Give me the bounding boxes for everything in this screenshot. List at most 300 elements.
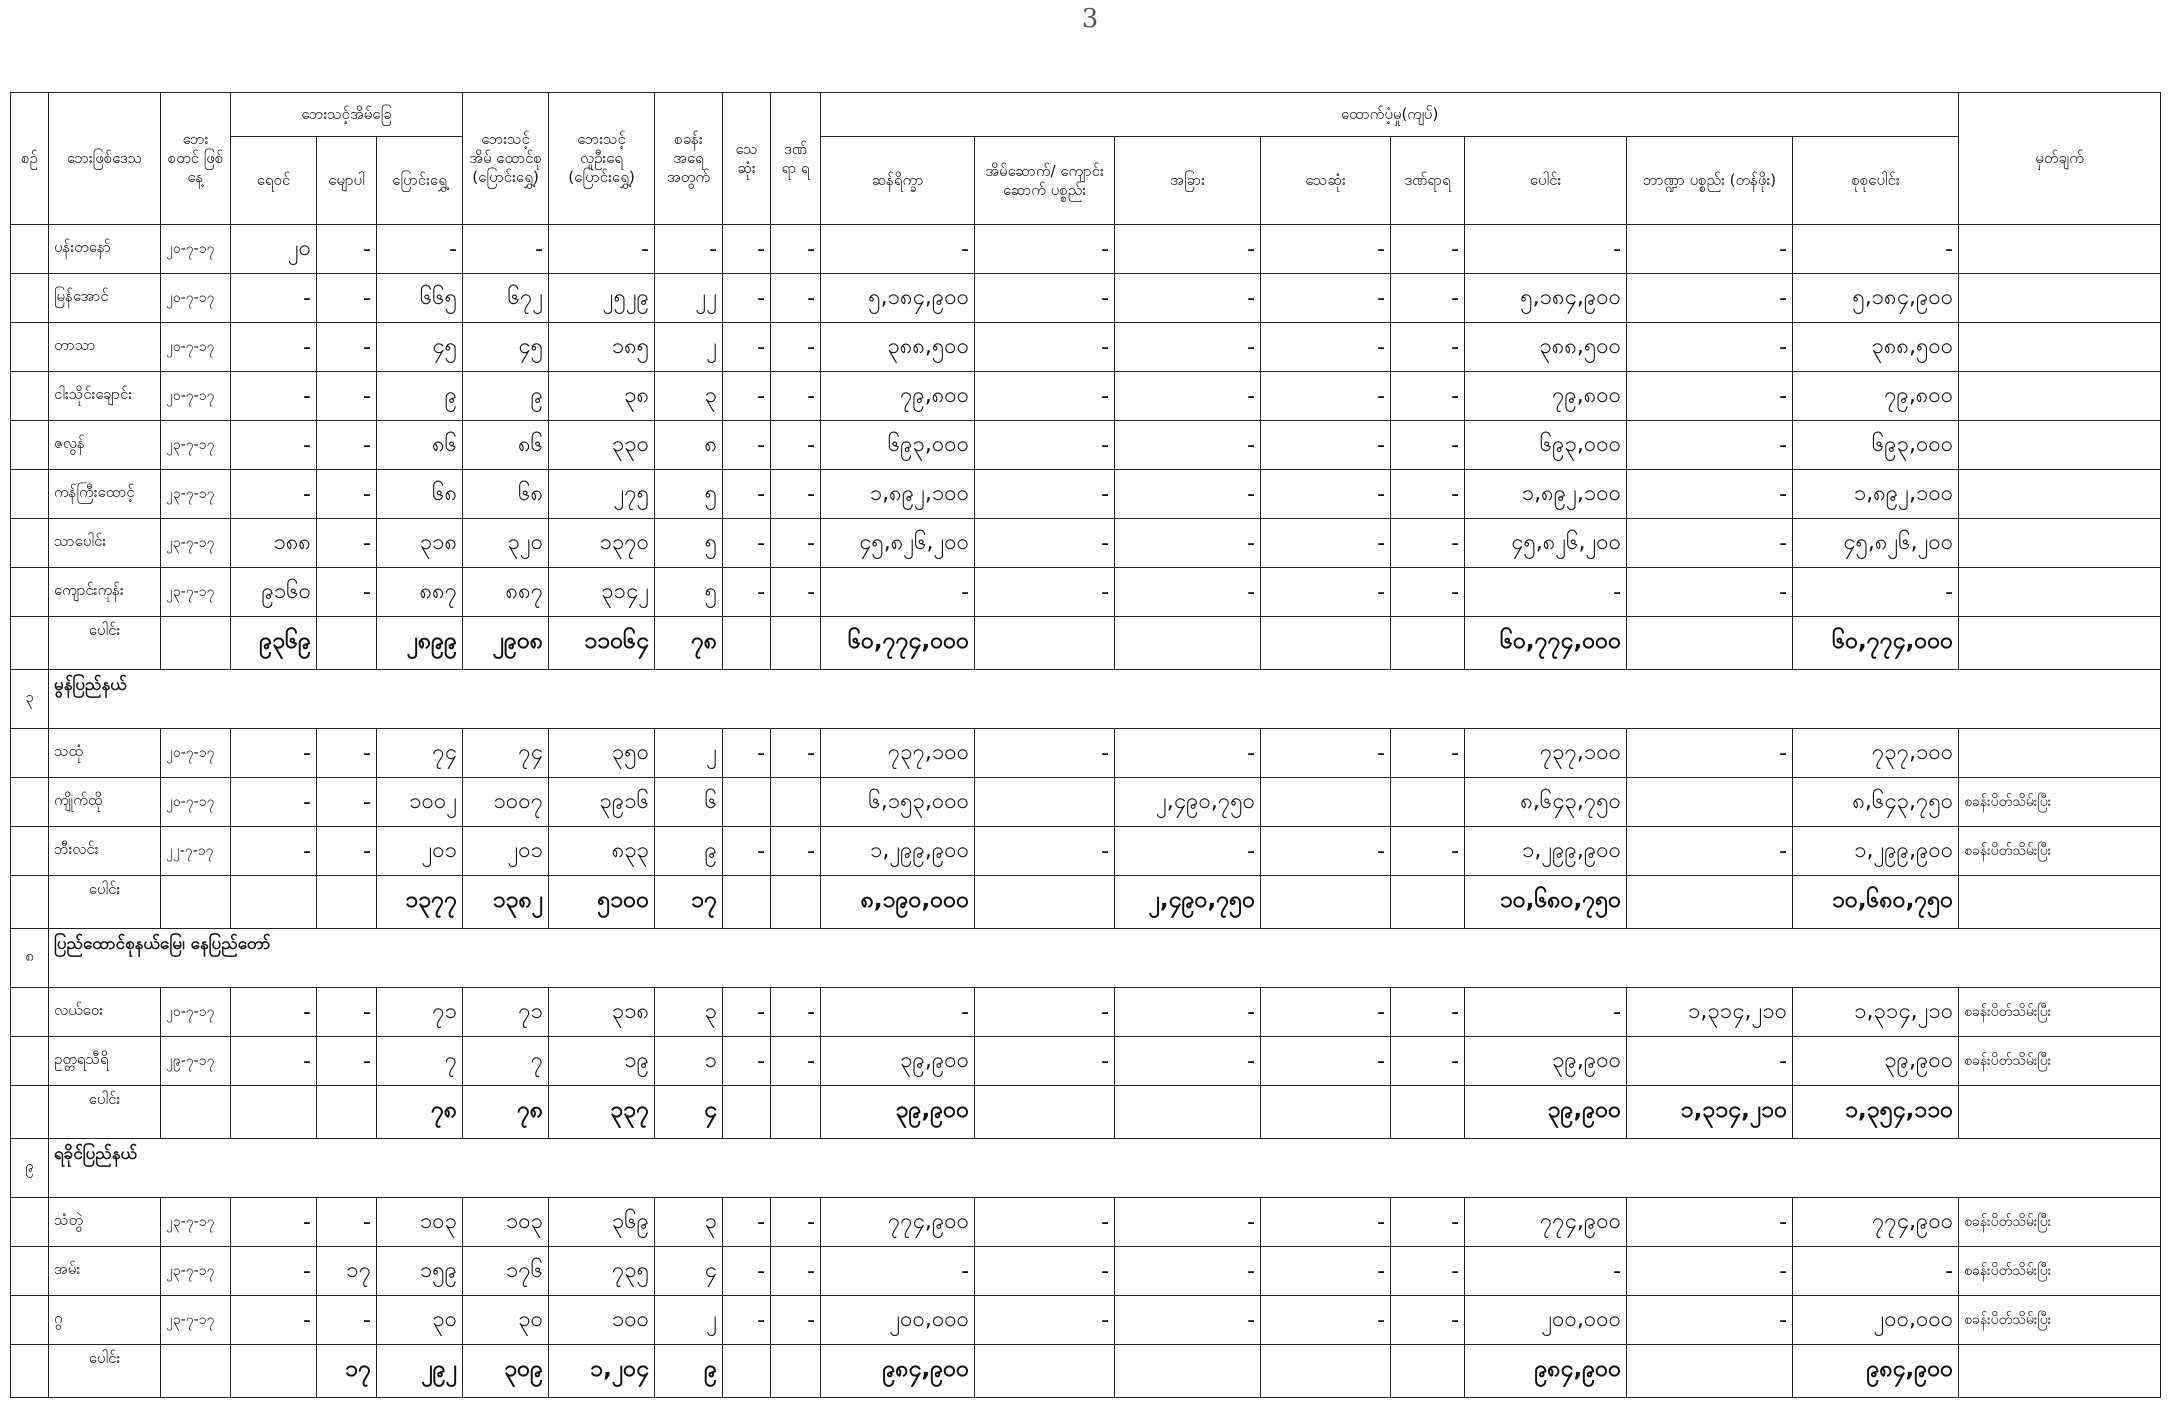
wind-cell: -: [317, 323, 377, 372]
households-cell: ၇၁: [463, 988, 549, 1037]
goods-cell: ၁,၃၁၄,၂၁၀: [1627, 988, 1793, 1037]
wind-cell: -: [317, 372, 377, 421]
subtotal-moved-cell: ၁၃၇၇: [377, 876, 463, 929]
remark-cell: [1959, 225, 2161, 274]
dead-cell: -: [723, 421, 771, 470]
total-cell: -: [1465, 1247, 1627, 1296]
households-cell: ၃၂၀: [463, 519, 549, 568]
rice-cell: -: [821, 1247, 975, 1296]
aid_dead-cell: -: [1261, 421, 1391, 470]
people-cell: ၃၃၀: [549, 421, 655, 470]
grand-cell: ၃၈၈,၅၀၀: [1793, 323, 1959, 372]
remark-cell: စခန်းပိတ်သိမ်းပြီး: [1959, 1198, 2161, 1247]
camps-cell: ၅: [655, 568, 723, 617]
header-flooded: ရေဝင်: [231, 137, 317, 225]
total-cell: ၂၀၀,၀၀၀: [1465, 1296, 1627, 1345]
aid_inj-cell: -: [1391, 1247, 1465, 1296]
grand-cell: ၇၉,၈၀၀: [1793, 372, 1959, 421]
row-number-cell: [11, 1247, 49, 1296]
remark-cell: [1959, 519, 2161, 568]
missing-cell: -: [771, 568, 821, 617]
subtotal-dead-cell: [723, 1345, 771, 1398]
header-sr: စဉ်: [11, 93, 49, 225]
other-cell: -: [1115, 274, 1261, 323]
region-row: [11, 1139, 2161, 1198]
header-grand-total: စုစုပေါင်း: [1793, 137, 1959, 225]
date-cell: ၂၀-၇-၁၇: [161, 274, 231, 323]
header-aid-group: ထောက်ပံ့မှု(ကျပ်): [821, 93, 1959, 137]
households-cell: ၁၇၆: [463, 1247, 549, 1296]
other-cell: -: [1115, 372, 1261, 421]
table-row: [11, 568, 2161, 617]
goods-cell: -: [1627, 827, 1793, 876]
remark-cell: [1959, 372, 2161, 421]
subtotal-households-cell: ၃၀၉: [463, 1345, 549, 1398]
aid_inj-cell: -: [1391, 988, 1465, 1037]
dead-cell: -: [723, 1247, 771, 1296]
camps-cell: ၉: [655, 827, 723, 876]
grand-cell: ၁,၈၉၂,၁၀၀: [1793, 470, 1959, 519]
fire-cell: -: [231, 827, 317, 876]
table-row: [11, 519, 2161, 568]
camps-cell: ၄: [655, 1247, 723, 1296]
subtotal-camps-cell: ၄: [655, 1086, 723, 1139]
subtotal-house-cell: [975, 1345, 1115, 1398]
grand-cell: ၇၃၇,၁၀၀: [1793, 729, 1959, 778]
subtotal-aid_inj-cell: [1391, 1086, 1465, 1139]
fire-cell: -: [231, 729, 317, 778]
subtotal-missing-cell: [771, 876, 821, 929]
other-cell: -: [1115, 1296, 1261, 1345]
rice-cell: ၇၉,၈၀၀: [821, 372, 975, 421]
goods-cell: -: [1627, 274, 1793, 323]
row-number-cell: [11, 778, 49, 827]
subtotal-total-cell: ၃၉,၉၀၀: [1465, 1086, 1627, 1139]
dead-cell: [723, 778, 771, 827]
date-cell: [161, 1086, 231, 1139]
area-cell: လယ်ဝေး: [49, 988, 161, 1037]
grand-cell: -: [1793, 225, 1959, 274]
subtotal-row: [11, 617, 2161, 670]
camps-cell: ၈: [655, 421, 723, 470]
subtotal-households-cell: ၁၃၈၂: [463, 876, 549, 929]
table-row: [11, 827, 2161, 876]
row-number-cell: [11, 1086, 49, 1139]
house-cell: -: [975, 225, 1115, 274]
subtotal-wind-cell: [317, 1086, 377, 1139]
grand-cell: ၂၀၀,၀၀၀: [1793, 1296, 1959, 1345]
subtotal-people-cell: ၃၃၇: [549, 1086, 655, 1139]
wind-cell: -: [317, 1198, 377, 1247]
fire-cell: -: [231, 323, 317, 372]
rice-cell: -: [821, 988, 975, 1037]
households-cell: ၁၀၀၇: [463, 778, 549, 827]
table-row: [11, 1037, 2161, 1086]
date-cell: ၂၃-၇-၁၇: [161, 470, 231, 519]
remark-cell: [1959, 1345, 2161, 1398]
camps-cell: ၅: [655, 470, 723, 519]
subtotal-house-cell: [975, 617, 1115, 670]
wind-cell: -: [317, 519, 377, 568]
header-aid-injured: ဒဏ်ရာရ: [1391, 137, 1465, 225]
subtotal-grand-cell: ၁၀,၆၈၀,၇၅၀: [1793, 876, 1959, 929]
date-cell: ၂၀-၇-၁၇: [161, 729, 231, 778]
dead-cell: -: [723, 1037, 771, 1086]
row-number-cell: [11, 274, 49, 323]
rice-cell: -: [821, 225, 975, 274]
subtotal-wind-cell: ၁၇: [317, 1345, 377, 1398]
row-number-cell: [11, 372, 49, 421]
dead-cell: -: [723, 372, 771, 421]
date-cell: ၂၀-၇-၁၇: [161, 225, 231, 274]
aid_dead-cell: -: [1261, 1198, 1391, 1247]
remark-cell: [1959, 1086, 2161, 1139]
grand-cell: ၃၉,၉၀၀: [1793, 1037, 1959, 1086]
row-number-cell: [11, 988, 49, 1037]
row-number-cell: [11, 729, 49, 778]
aid_dead-cell: -: [1261, 225, 1391, 274]
missing-cell: -: [771, 1198, 821, 1247]
section-number: ၃: [11, 670, 49, 729]
other-cell: -: [1115, 323, 1261, 372]
fire-cell: -: [231, 372, 317, 421]
camps-cell: ၆: [655, 778, 723, 827]
households-cell: -: [463, 225, 549, 274]
missing-cell: -: [771, 225, 821, 274]
dead-cell: -: [723, 1296, 771, 1345]
households-cell: ၉: [463, 372, 549, 421]
aid_dead-cell: -: [1261, 1247, 1391, 1296]
area-cell: ဂွ: [49, 1296, 161, 1345]
other-cell: -: [1115, 568, 1261, 617]
subtotal-grand-cell: ၉၈၄,၉၀၀: [1793, 1345, 1959, 1398]
other-cell: -: [1115, 421, 1261, 470]
header-residence-group: ဘေးသင့်အိမ်ခြေ: [231, 93, 463, 137]
aid_inj-cell: -: [1391, 421, 1465, 470]
moved-cell: ၈၈၇: [377, 568, 463, 617]
people-cell: ၇၃၅: [549, 1247, 655, 1296]
people-cell: ၃၆၉: [549, 1198, 655, 1247]
moved-cell: ၇၄: [377, 729, 463, 778]
date-cell: ၂၀-၇-၁၇: [161, 323, 231, 372]
region-name: ရခိုင်ပြည်နယ်: [49, 1139, 2161, 1198]
dead-cell: -: [723, 274, 771, 323]
fire-cell: ၁၈၈: [231, 519, 317, 568]
subtotal-other-cell: [1115, 617, 1261, 670]
moved-cell: ၁၀၀၂: [377, 778, 463, 827]
house-cell: -: [975, 274, 1115, 323]
date-cell: ၂၃-၇-၁၇: [161, 1296, 231, 1345]
people-cell: ၃၉၁၆: [549, 778, 655, 827]
dead-cell: -: [723, 519, 771, 568]
camps-cell: ၂: [655, 323, 723, 372]
area-cell: ပန်းတနော်: [49, 225, 161, 274]
aid_dead-cell: -: [1261, 988, 1391, 1037]
fire-cell: -: [231, 1037, 317, 1086]
dead-cell: -: [723, 568, 771, 617]
aid_dead-cell: -: [1261, 1037, 1391, 1086]
missing-cell: -: [771, 1037, 821, 1086]
grand-cell: ၆၉၃,၀၀၀: [1793, 421, 1959, 470]
area-cell: သာပေါင်း: [49, 519, 161, 568]
date-cell: [161, 617, 231, 670]
subtotal-other-cell: [1115, 1345, 1261, 1398]
subtotal-moved-cell: ၂၉၂: [377, 1345, 463, 1398]
area-cell: မြန်အောင်: [49, 274, 161, 323]
aid_inj-cell: -: [1391, 729, 1465, 778]
header-aid-goods: ဘာဏ္ဍာ ပစ္စည်း (တန်ဖိုး): [1627, 137, 1793, 225]
header-aid-total: ပေါင်း: [1465, 137, 1627, 225]
subtotal-fire-cell: ၉၃၆၉: [231, 617, 317, 670]
other-cell: -: [1115, 1198, 1261, 1247]
wind-cell: -: [317, 470, 377, 519]
subtotal-rice-cell: ၆၀,၇၇၄,၀၀၀: [821, 617, 975, 670]
fire-cell: -: [231, 1247, 317, 1296]
people-cell: ၃၈: [549, 372, 655, 421]
goods-cell: -: [1627, 568, 1793, 617]
subtotal-aid_inj-cell: [1391, 617, 1465, 670]
moved-cell: ၆၆၅: [377, 274, 463, 323]
disaster-relief-table: [10, 92, 2161, 1398]
wind-cell: -: [317, 1037, 377, 1086]
wind-cell: -: [317, 225, 377, 274]
subtotal-camps-cell: ၇၈: [655, 617, 723, 670]
remark-cell: [1959, 876, 2161, 929]
date-cell: [161, 876, 231, 929]
goods-cell: -: [1627, 1198, 1793, 1247]
table-row: [11, 225, 2161, 274]
fire-cell: -: [231, 988, 317, 1037]
aid_dead-cell: -: [1261, 827, 1391, 876]
total-cell: ၁,၂၉၉,၉၀၀: [1465, 827, 1627, 876]
rice-cell: ၁,၂၉၉,၉၀၀: [821, 827, 975, 876]
remark-cell: စခန်းပိတ်သိမ်းပြီး: [1959, 1296, 2161, 1345]
goods-cell: -: [1627, 225, 1793, 274]
aid_inj-cell: -: [1391, 827, 1465, 876]
area-cell: ငါးသိုင်းချောင်း: [49, 372, 161, 421]
camps-cell: ၃: [655, 372, 723, 421]
total-cell: -: [1465, 568, 1627, 617]
aid_inj-cell: -: [1391, 470, 1465, 519]
table-row: [11, 729, 2161, 778]
subtotal-other-cell: [1115, 1086, 1261, 1139]
subtotal-moved-cell: ၇၈: [377, 1086, 463, 1139]
remark-cell: [1959, 568, 2161, 617]
house-cell: -: [975, 1198, 1115, 1247]
date-cell: ၂၃-၇-၁၇: [161, 1198, 231, 1247]
people-cell: ၂၅၂၉: [549, 274, 655, 323]
page-number: 3: [1081, 4, 1099, 34]
aid_inj-cell: -: [1391, 1198, 1465, 1247]
households-cell: ၆၈: [463, 470, 549, 519]
moved-cell: ၇၁: [377, 988, 463, 1037]
subtotal-label: ပေါင်း: [49, 1345, 161, 1398]
dead-cell: -: [723, 827, 771, 876]
table-row: [11, 1296, 2161, 1345]
header-aid-dead: သေဆုံး: [1261, 137, 1391, 225]
remark-cell: [1959, 617, 2161, 670]
area-cell: သထုံ: [49, 729, 161, 778]
moved-cell: -: [377, 225, 463, 274]
subtotal-moved-cell: ၂၈၉၉: [377, 617, 463, 670]
subtotal-other-cell: ၂,၄၉၀,၇၅၀: [1115, 876, 1261, 929]
moved-cell: ၇: [377, 1037, 463, 1086]
subtotal-goods-cell: [1627, 1345, 1793, 1398]
subtotal-label: ပေါင်း: [49, 876, 161, 929]
goods-cell: -: [1627, 372, 1793, 421]
subtotal-households-cell: ၂၉၀၈: [463, 617, 549, 670]
other-cell: -: [1115, 729, 1261, 778]
other-cell: -: [1115, 519, 1261, 568]
row-number-cell: [11, 827, 49, 876]
subtotal-camps-cell: ၉: [655, 1345, 723, 1398]
table-row: [11, 421, 2161, 470]
dead-cell: -: [723, 988, 771, 1037]
subtotal-aid_dead-cell: [1261, 617, 1391, 670]
subtotal-missing-cell: [771, 1086, 821, 1139]
rice-cell: ၃၈၈,၅၀၀: [821, 323, 975, 372]
header-remarks: မှတ်ချက်: [1959, 93, 2161, 225]
subtotal-households-cell: ၇၈: [463, 1086, 549, 1139]
subtotal-dead-cell: [723, 617, 771, 670]
section-number: ၉: [11, 1139, 49, 1198]
date-cell: [161, 1345, 231, 1398]
camps-cell: ၁: [655, 1037, 723, 1086]
remark-cell: [1959, 729, 2161, 778]
remark-cell: စခန်းပိတ်သိမ်းပြီး: [1959, 1037, 2161, 1086]
row-number-cell: [11, 1296, 49, 1345]
missing-cell: -: [771, 372, 821, 421]
subtotal-aid_dead-cell: [1261, 1345, 1391, 1398]
date-cell: ၂၀-၇-၁၇: [161, 778, 231, 827]
row-number-cell: [11, 470, 49, 519]
other-cell: ၂,၄၉၀,၇၅၀: [1115, 778, 1261, 827]
row-number-cell: [11, 225, 49, 274]
date-cell: ၂၃-၇-၁၇: [161, 1247, 231, 1296]
remark-cell: စခန်းပိတ်သိမ်းပြီး: [1959, 778, 2161, 827]
fire-cell: ၉၁၆၀: [231, 568, 317, 617]
dead-cell: -: [723, 323, 771, 372]
remark-cell: စခန်းပိတ်သိမ်းပြီး: [1959, 1247, 2161, 1296]
goods-cell: -: [1627, 421, 1793, 470]
subtotal-row: [11, 1345, 2161, 1398]
wind-cell: -: [317, 988, 377, 1037]
subtotal-grand-cell: ၁,၃၅၄,၁၁၀: [1793, 1086, 1959, 1139]
wind-cell: -: [317, 421, 377, 470]
date-cell: ၂၂-၇-၁၇: [161, 827, 231, 876]
aid_inj-cell: -: [1391, 323, 1465, 372]
subtotal-aid_dead-cell: [1261, 1086, 1391, 1139]
missing-cell: -: [771, 729, 821, 778]
subtotal-row: [11, 1086, 2161, 1139]
goods-cell: -: [1627, 1296, 1793, 1345]
missing-cell: -: [771, 827, 821, 876]
grand-cell: -: [1793, 1247, 1959, 1296]
fire-cell: -: [231, 1296, 317, 1345]
total-cell: ၇၃၇,၁၀၀: [1465, 729, 1627, 778]
households-cell: ၇၄: [463, 729, 549, 778]
row-number-cell: [11, 1198, 49, 1247]
goods-cell: -: [1627, 470, 1793, 519]
header-people: ဘေးသင့် လူဦးရေ (ပြောင်းရွှေ့): [549, 93, 655, 225]
people-cell: -: [549, 225, 655, 274]
aid_inj-cell: -: [1391, 568, 1465, 617]
rice-cell: ၅,၁၈၄,၉၀၀: [821, 274, 975, 323]
subtotal-row: [11, 876, 2161, 929]
grand-cell: ၁,၃၁၄,၂၁၀: [1793, 988, 1959, 1037]
dead-cell: -: [723, 470, 771, 519]
missing-cell: -: [771, 323, 821, 372]
house-cell: -: [975, 729, 1115, 778]
area-cell: ကျောင်းကုန်း: [49, 568, 161, 617]
area-cell: သံတွဲ: [49, 1198, 161, 1247]
header-date: ဘေး စတင် ဖြစ်နေ့: [161, 93, 231, 225]
moved-cell: ၂၀၁: [377, 827, 463, 876]
house-cell: -: [975, 827, 1115, 876]
subtotal-aid_inj-cell: [1391, 876, 1465, 929]
rice-cell: ၄၅,၈၂၆,၂၀၀: [821, 519, 975, 568]
area-cell: ဇလွန်: [49, 421, 161, 470]
fire-cell: -: [231, 470, 317, 519]
dead-cell: -: [723, 729, 771, 778]
house-cell: -: [975, 568, 1115, 617]
missing-cell: -: [771, 1247, 821, 1296]
region-row: [11, 929, 2161, 988]
row-number-cell: [11, 323, 49, 372]
people-cell: ၁၀၀: [549, 1296, 655, 1345]
rice-cell: ၇၇၄,၉၀၀: [821, 1198, 975, 1247]
moved-cell: ၃၁၈: [377, 519, 463, 568]
area-cell: ကန်ကြီးထောင့်: [49, 470, 161, 519]
total-cell: -: [1465, 988, 1627, 1037]
subtotal-dead-cell: [723, 1086, 771, 1139]
subtotal-camps-cell: ၁၇: [655, 876, 723, 929]
other-cell: -: [1115, 225, 1261, 274]
total-cell: -: [1465, 225, 1627, 274]
missing-cell: [771, 778, 821, 827]
house-cell: -: [975, 421, 1115, 470]
moved-cell: ၄၅: [377, 323, 463, 372]
row-number-cell: [11, 519, 49, 568]
missing-cell: -: [771, 519, 821, 568]
people-cell: ၈၃၃: [549, 827, 655, 876]
dead-cell: -: [723, 225, 771, 274]
households-cell: ၁၀၃: [463, 1198, 549, 1247]
table-row: [11, 778, 2161, 827]
missing-cell: -: [771, 470, 821, 519]
aid_inj-cell: -: [1391, 274, 1465, 323]
rice-cell: ၆၉၃,၀၀၀: [821, 421, 975, 470]
header-camps: စခန်း အရေ အတွက်: [655, 93, 723, 225]
goods-cell: -: [1627, 1037, 1793, 1086]
house-cell: -: [975, 1247, 1115, 1296]
subtotal-wind-cell: [317, 617, 377, 670]
row-number-cell: [11, 568, 49, 617]
subtotal-people-cell: ၁၁၀၆၄: [549, 617, 655, 670]
total-cell: ၇၉,၈၀၀: [1465, 372, 1627, 421]
area-cell: ကျိုက်ထို: [49, 778, 161, 827]
table-row: [11, 988, 2161, 1037]
other-cell: -: [1115, 1247, 1261, 1296]
subtotal-label: ပေါင်း: [49, 617, 161, 670]
wind-cell: -: [317, 568, 377, 617]
moved-cell: ၆၈: [377, 470, 463, 519]
subtotal-label: ပေါင်း: [49, 1086, 161, 1139]
households-cell: ၄၅: [463, 323, 549, 372]
aid_dead-cell: -: [1261, 568, 1391, 617]
aid_inj-cell: -: [1391, 519, 1465, 568]
grand-cell: -: [1793, 568, 1959, 617]
